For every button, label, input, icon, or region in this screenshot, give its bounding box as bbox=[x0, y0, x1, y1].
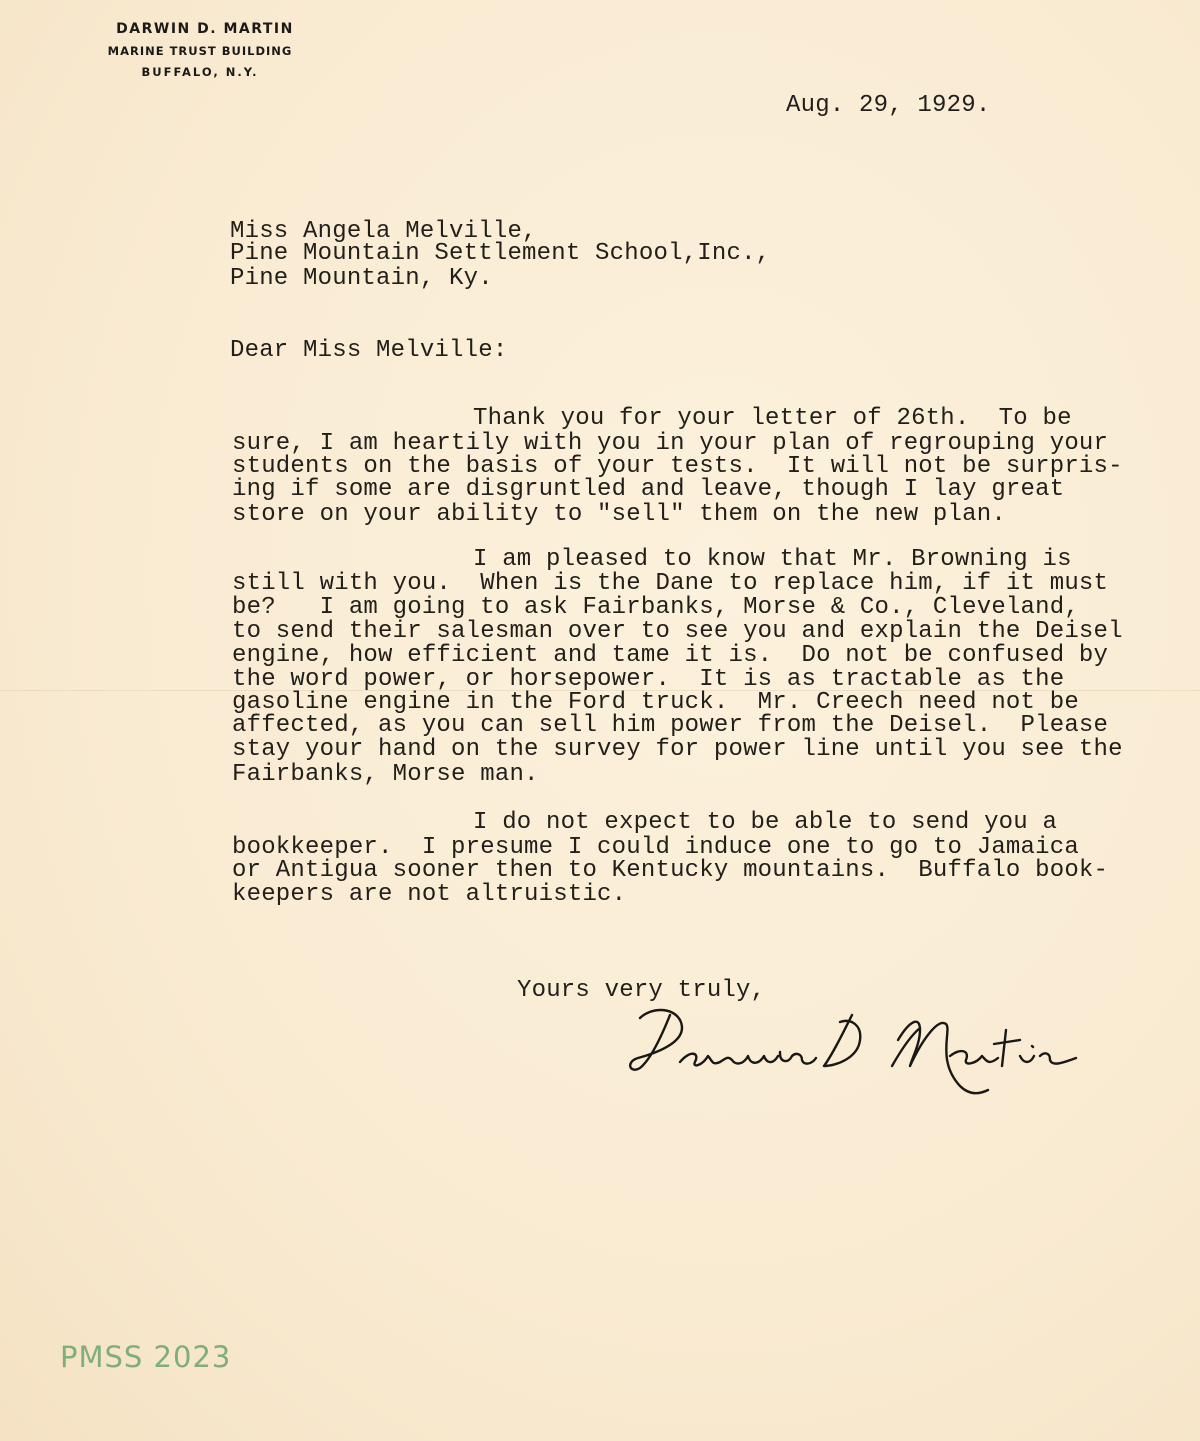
body-line: affected, as you can sell him power from the Deisel. Please bbox=[232, 712, 1109, 739]
body-line: sure, I am heartily with you in your plan of regrouping your bbox=[232, 430, 1109, 457]
letterhead-building: MARINE TRUST BUILDING bbox=[107, 44, 293, 58]
body-line: gasoline engine in the Ford truck. Mr. Creech need not be bbox=[232, 689, 1079, 716]
body-line: I am pleased to know that Mr. Browning is bbox=[473, 546, 1072, 573]
body-line: ing if some are disgruntled and leave, though I lay great bbox=[232, 476, 1065, 503]
address-line: Pine Mountain Settlement School,Inc., bbox=[230, 240, 771, 267]
body-line: engine, how efficient and tame it is. Do not be confused by bbox=[232, 642, 1109, 669]
body-line: keepers are not altruistic. bbox=[232, 881, 627, 908]
body-line: store on your ability to "sell" them on the new plan. bbox=[232, 501, 1006, 528]
body-line: to send their salesman over to see you and explain the Deisel bbox=[232, 618, 1123, 645]
body-line: Thank you for your letter of 26th. To be bbox=[473, 405, 1072, 432]
signature bbox=[620, 1000, 1090, 1110]
closing: Yours very truly, bbox=[517, 977, 766, 1004]
body-line: stay your hand on the survey for power line until you see the bbox=[232, 736, 1123, 763]
body-line: I do not expect to be able to send you a bbox=[473, 809, 1058, 836]
body-line: still with you. When is the Dane to replace him, if it must bbox=[232, 570, 1109, 597]
body-line: Fairbanks, Morse man. bbox=[232, 761, 539, 788]
address-line: Pine Mountain, Ky. bbox=[230, 265, 493, 292]
salutation: Dear Miss Melville: bbox=[230, 337, 508, 364]
body-line: the word power, or horsepower. It is as tractable as the bbox=[232, 666, 1065, 693]
body-line: or Antigua sooner then to Kentucky mountains. Buffalo book- bbox=[232, 857, 1109, 884]
watermark: PMSS 2023 bbox=[60, 1340, 232, 1374]
letterhead-name: DARWIN D. MARTIN bbox=[116, 21, 294, 37]
body-line: bookkeeper. I presume I could induce one to go to Jamaica bbox=[232, 834, 1079, 861]
body-line: be? I am going to ask Fairbanks, Morse & Co., Cleveland, bbox=[232, 594, 1079, 621]
letterhead-city: BUFFALO, N.Y. bbox=[141, 65, 259, 79]
address-line: Miss Angela Melville, bbox=[230, 218, 537, 245]
body-line: students on the basis of your tests. It will not be surpris- bbox=[232, 453, 1123, 480]
letter-date: Aug. 29, 1929. bbox=[786, 92, 991, 119]
